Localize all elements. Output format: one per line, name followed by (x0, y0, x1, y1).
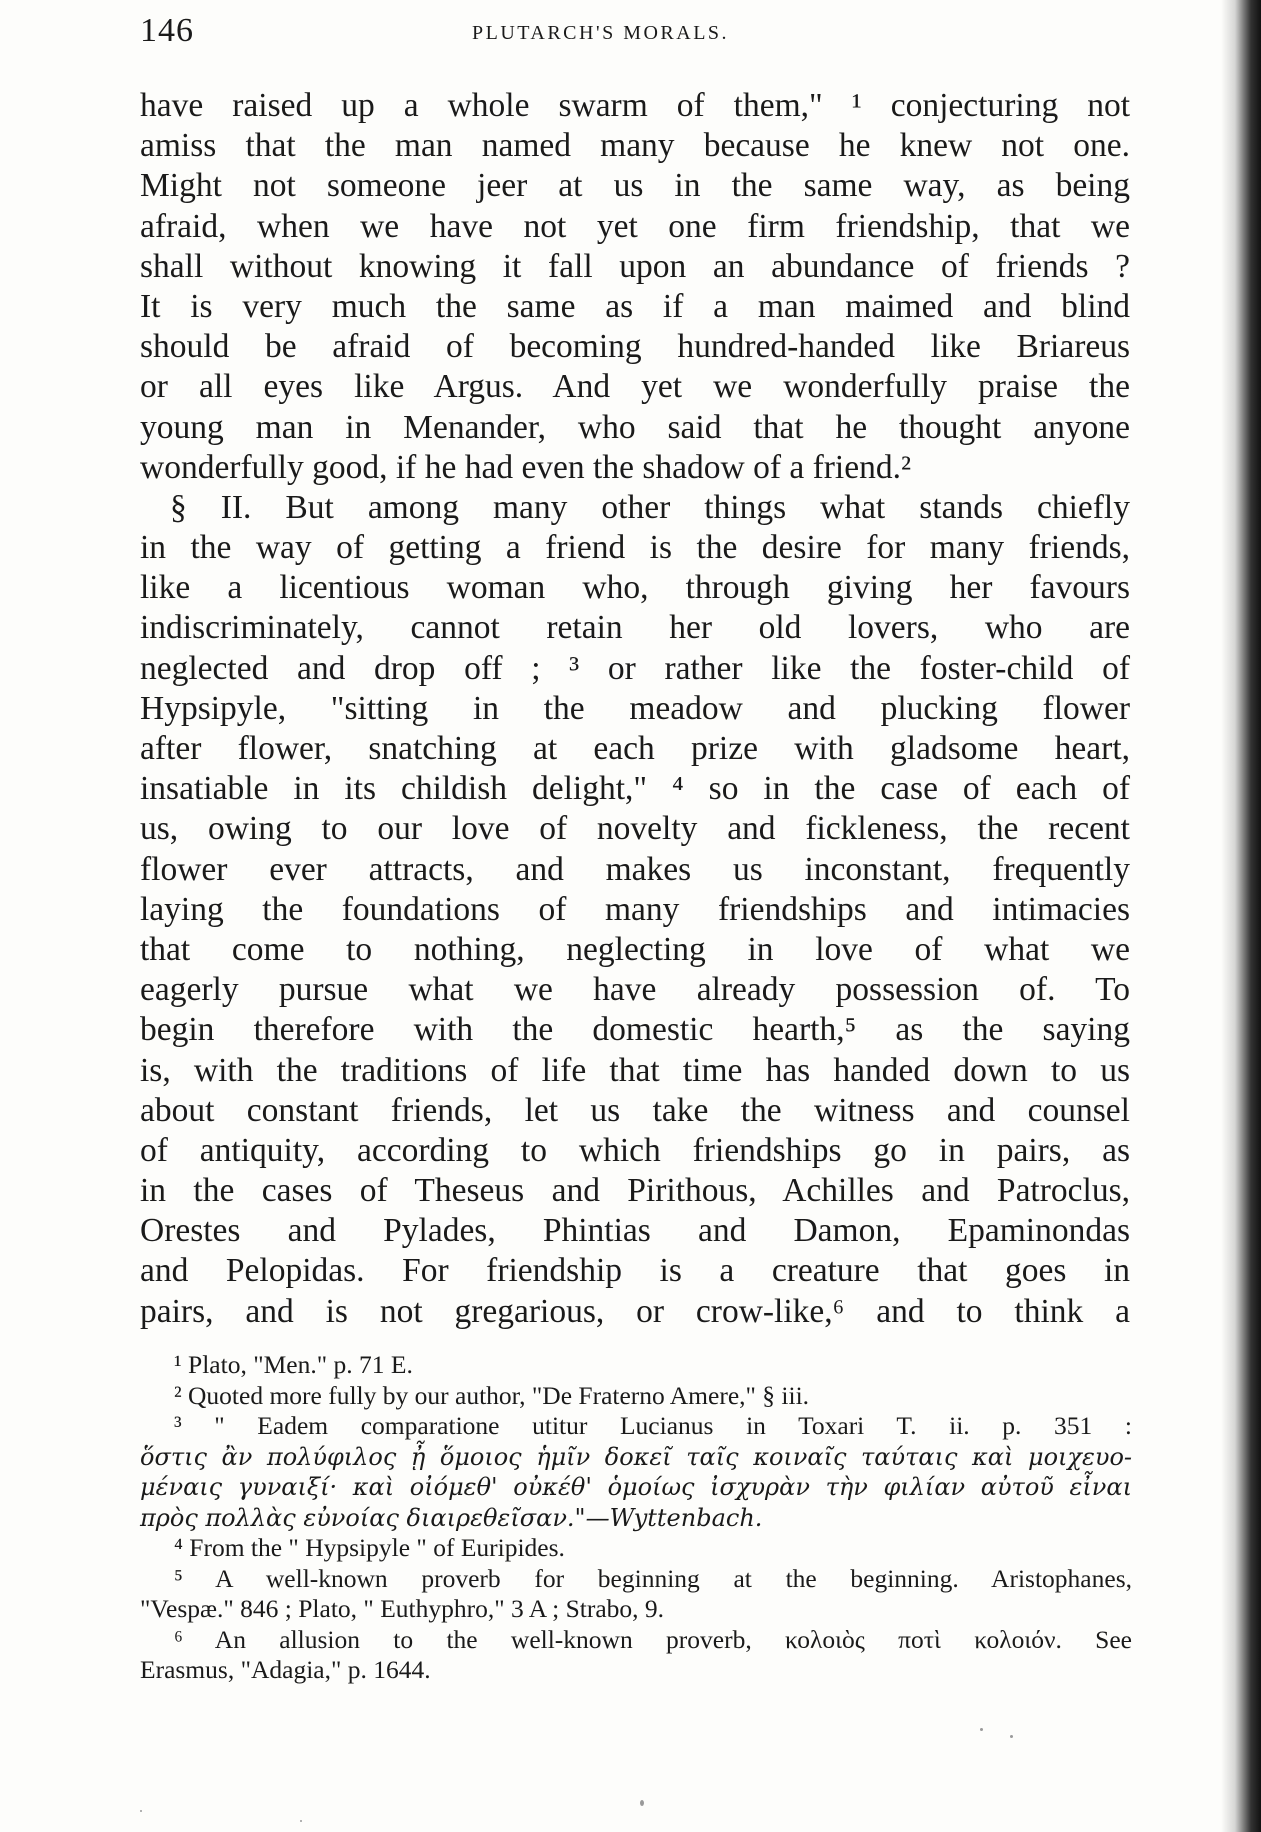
scan-speck (140, 1810, 142, 1812)
page-edge-shadow (1221, 0, 1261, 1832)
body-line: of antiquity, according to which friendships go in pairs, as (140, 1131, 1130, 1169)
footnote-2: ² Quoted more fully by our author, "De Fraterno Amere," § iii. (174, 1380, 810, 1410)
footnote-5-line: "Vespæ." 846 ; Plato, " Euthyphro," 3 A ; Strabo, 9. (140, 1594, 665, 1623)
body-line: § II. But among many other things what stands chiefly (170, 488, 1130, 526)
body-line: indiscriminately, cannot retain her old lovers, who are (140, 609, 1130, 647)
footnote-3-line: πρὸς πολλὰς εὐνοίας διαιρεθεῖσαν."—Wyttenbach. (140, 1503, 763, 1532)
body-line: amiss that the man named many because he knew not one. (140, 127, 1130, 165)
body-line: and Pelopidas. For friendship is a creature that goes in (140, 1252, 1130, 1290)
footnote-5-line: ⁵ A well-known proverb for beginning at the beginning. Aristophanes, (174, 1563, 1132, 1593)
footnotes (140, 1350, 1132, 1686)
footnote-4: ⁴ From the " Hypsipyle " of Euripides. (174, 1533, 565, 1562)
body-line: after flower, snatching at each prize with gladsome heart, (140, 730, 1130, 767)
body-line: in the cases of Theseus and Pirithous, Achilles and Patroclus, (140, 1172, 1130, 1210)
body-line: young man in Menander, who said that he thought anyone (140, 408, 1130, 446)
body-line: flower ever attracts, and makes us inconstant, frequently (140, 850, 1130, 888)
scan-speck (640, 1800, 644, 1806)
body-line: Orestes and Pylades, Phintias and Damon, Epaminondas (140, 1212, 1130, 1250)
body-line: is, with the traditions of life that time has handed down to us (140, 1051, 1130, 1089)
scan-speck (1010, 1735, 1013, 1738)
body-line: neglected and drop off ; ³ or rather like the foster-child of (140, 649, 1130, 687)
body-text (140, 86, 1130, 1332)
page-header (140, 12, 1140, 62)
body-line: Hypsipyle, "sitting in the meadow and plucking flower (140, 689, 1130, 727)
body-line: should be afraid of becoming hundred-handed like Briareus (140, 328, 1130, 366)
running-title: PLUTARCH'S MORALS. (472, 22, 730, 44)
body-line: in the way of getting a friend is the desire for many friends, (140, 529, 1130, 567)
footnote-6-line: Erasmus, "Adagia," p. 1644. (140, 1655, 431, 1684)
body-line: afraid, when we have not yet one firm friendship, that we (140, 207, 1130, 245)
body-line: like a licentious woman who, through giving her favours (140, 569, 1130, 607)
footnote-3-line: ³ " Eadem comparatione utitur Lucianus in Toxari T. ii. p. 351 : (174, 1411, 1132, 1440)
body-line: about constant friends, let us take the witness and counsel (140, 1091, 1130, 1129)
footnote-1: ¹ Plato, "Men." p. 71 E. (174, 1350, 413, 1379)
body-line: wonderfully good, if he had even the shadow of a friend.² (140, 448, 912, 486)
body-line: have raised up a whole swarm of them," ¹ conjecturing not (140, 87, 1130, 124)
body-line: laying the foundations of many friendships and intimacies (140, 890, 1130, 928)
body-line: that come to nothing, neglecting in love of what we (140, 930, 1130, 968)
body-line: begin therefore with the domestic hearth,⁵ as the saying (140, 1011, 1130, 1049)
body-line: It is very much the same as if a man maimed and blind (140, 287, 1130, 325)
footnote-6-line: ⁶ An allusion to the well-known proverb, κολοιὸς ποτὶ κολοιόν. See (174, 1624, 1132, 1654)
footnote-3-line: ὅστις ἂν πολύφιλος ᾖ ὅμοιος ἡμῖν δοκεῖ ταῖς κοιναῖς ταύταις καὶ μοιχευο- (140, 1442, 1132, 1471)
body-line: insatiable in its childish delight," ⁴ so in the case of each of (140, 770, 1130, 808)
body-line: us, owing to our love of novelty and fickleness, the recent (140, 810, 1130, 848)
footnote-3-line: μέναις γυναιξί· καὶ οἰόμεθ' οὐκέθ' ὁμοίως ἰσχυρὰν τὴν φιλίαν αὐτοῦ εἶναι (140, 1473, 1132, 1501)
body-line: eagerly pursue what we have already possession of. To (140, 971, 1130, 1009)
body-line: Might not someone jeer at us in the same way, as being (140, 167, 1130, 205)
body-line: shall without knowing it fall upon an abundance of friends ? (140, 247, 1130, 285)
scan-speck (300, 1820, 302, 1822)
body-line: or all eyes like Argus. And yet we wonderfully praise the (140, 368, 1130, 406)
body-line: pairs, and is not gregarious, or crow-like,⁶ and to think a (140, 1292, 1130, 1330)
scan-speck (980, 1728, 983, 1731)
page-number: 146 (140, 12, 194, 49)
